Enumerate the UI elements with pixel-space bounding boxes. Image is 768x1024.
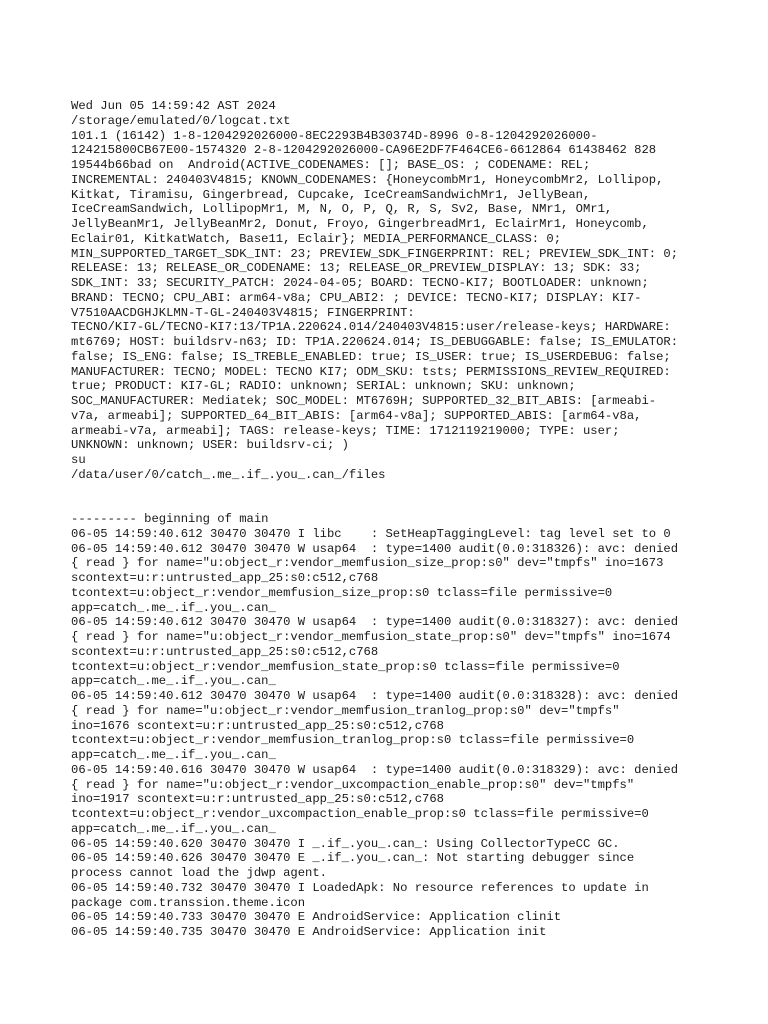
log-line: ino=1917 scontext=u:r:untrusted_app_25:s0:c512,c768: [71, 792, 444, 807]
log-line: 06-05 14:59:40.612 30470 30470 I libc : SetHeapTaggingLevel: tag level set to 0: [71, 526, 671, 541]
log-line: { read } for name="u:object_r:vendor_uxcompaction_enable_prop:s0" dev="tmpfs": [71, 777, 635, 792]
header-line: 19544b66bad on Android(ACTIVE_CODENAMES: []; BASE_OS: ; CODENAME: REL;: [71, 158, 591, 172]
log-line: 06-05 14:59:40.612 30470 30470 W usap64 : type=1400 audit(0.0:318327): avc: denied: [71, 615, 679, 630]
header-line: MANUFACTURER: TECNO; MODEL: TECNO KI7; ODM_SKU: tsts; PERMISSIONS_REVIEW_REQUIRED:: [71, 364, 671, 379]
log-line: 06-05 14:59:40.620 30470 30470 I _.if_.you_.can_: Using CollectorTypeCC GC.: [71, 836, 620, 851]
log-line: 06-05 14:59:40.626 30470 30470 E _.if_.you_.can_: Not starting debugger since: [71, 851, 635, 866]
log-line: tcontext=u:object_r:vendor_memfusion_tranlog_prop:s0 tclass=file permissive=0: [71, 733, 635, 748]
logcat-document: [71, 99, 711, 940]
header-line: 101.1 (16142) 1-8-1204292026000-8EC2293B4B30374D-8996 0-8-1204292026000-: [71, 128, 598, 143]
log-line: tcontext=u:object_r:vendor_memfusion_size_prop:s0 tclass=file permissive=0: [71, 585, 613, 600]
header-line: TECNO/KI7-GL/TECNO-KI7:13/TP1A.220624.014/240403V4815:user/release-keys; HARDWARE:: [71, 320, 671, 335]
header-line: false; IS_ENG: false; IS_TREBLE_ENABLED: true; IS_USER: true; IS_USERDEBUG: false;: [71, 349, 671, 364]
log-entries-block: [71, 512, 711, 940]
header-line: 124215800CB67E00-1574320 2-8-1204292026000-CA96E2DF7F464CE6-6612864 61438462 828: [71, 143, 657, 158]
log-line: --------- beginning of main: [71, 512, 269, 526]
log-line: tcontext=u:object_r:vendor_uxcompaction_enable_prop:s0 tclass=file permissive=0: [71, 807, 649, 821]
header-line: JellyBeanMr1, JellyBeanMr2, Donut, Froyo, GingerbreadMr1, EclairMr1, Honeycomb,: [71, 217, 649, 231]
header-line: /data/user/0/catch_.me_.if_.you_.can_/files: [71, 467, 386, 482]
log-line: { read } for name="u:object_r:vendor_memfusion_tranlog_prop:s0" dev="tmpfs": [71, 703, 620, 718]
header-line: Kitkat, Tiramisu, Gingerbread, Cupcake, IceCreamSandwichMr1, JellyBean,: [71, 187, 591, 202]
header-line: mt6769; HOST: buildsrv-n63; ID: TP1A.220624.014; IS_DEBUGGABLE: false; IS_EMULATOR:: [71, 335, 679, 349]
log-line: scontext=u:r:untrusted_app_25:s0:c512,c768: [71, 571, 379, 585]
device-info-block: [71, 99, 711, 483]
header-line: true; PRODUCT: KI7-GL; RADIO: unknown; SERIAL: unknown; SKU: unknown;: [71, 379, 576, 394]
header-line: IceCreamSandwich, LollipopMr1, M, N, O, P, Q, R, S, Sv2, Base, NMr1, OMr1,: [71, 202, 613, 217]
header-line: su: [71, 453, 86, 467]
log-line: 06-05 14:59:40.612 30470 30470 W usap64 : type=1400 audit(0.0:318328): avc: denied: [71, 689, 679, 703]
header-line: UNKNOWN: unknown; USER: buildsrv-ci; ): [71, 438, 349, 453]
header-line: Wed Jun 05 14:59:42 AST 2024: [71, 99, 276, 113]
log-line: tcontext=u:object_r:vendor_memfusion_state_prop:s0 tclass=file permissive=0: [71, 659, 620, 674]
header-line: SDK_INT: 33; SECURITY_PATCH: 2024-04-05; BOARD: TECNO-KI7; BOOTLOADER: unknown;: [71, 276, 649, 290]
header-line: SOC_MANUFACTURER: Mediatek; SOC_MODEL: MT6769H; SUPPORTED_32_BIT_ABIS: [armeabi-: [71, 394, 657, 408]
log-line: 06-05 14:59:40.733 30470 30470 E AndroidService: Application clinit: [71, 910, 562, 925]
log-line: 06-05 14:59:40.735 30470 30470 E AndroidService: Application init: [71, 925, 547, 939]
log-line: app=catch_.me_.if_.you_.can_: [71, 600, 276, 615]
log-line: 06-05 14:59:40.616 30470 30470 W usap64 : type=1400 audit(0.0:318329): avc: denied: [71, 762, 679, 777]
header-line: RELEASE: 13; RELEASE_OR_CODENAME: 13; RELEASE_OR_PREVIEW_DISPLAY: 13; SDK: 33;: [71, 261, 642, 276]
log-line: package com.transsion.theme.icon: [71, 895, 306, 910]
log-line: 06-05 14:59:40.732 30470 30470 I LoadedApk: No resource references to update in: [71, 880, 649, 895]
log-line: app=catch_.me_.if_.you_.can_: [71, 674, 276, 689]
log-line: { read } for name="u:object_r:vendor_memfusion_state_prop:s0" dev="tmpfs" ino=1674: [71, 630, 671, 644]
header-line: MIN_SUPPORTED_TARGET_SDK_INT: 23; PREVIEW_SDK_FINGERPRINT: REL; PREVIEW_SDK_INT: 0;: [71, 246, 679, 261]
header-line: v7a, armeabi]; SUPPORTED_64_BIT_ABIS: [arm64-v8a]; SUPPORTED_ABIS: [arm64-v8a,: [71, 408, 642, 423]
header-line: BRAND: TECNO; CPU_ABI: arm64-v8a; CPU_ABI2: ; DEVICE: TECNO-KI7; DISPLAY: KI7-: [71, 290, 642, 305]
header-line: INCREMENTAL: 240403V4815; KNOWN_CODENAMES: {HoneycombMr1, HoneycombMr2, Lollipop,: [71, 172, 664, 187]
log-line: ino=1676 scontext=u:r:untrusted_app_25:s0:c512,c768: [71, 718, 444, 733]
header-line: armeabi-v7a, armeabi]; TAGS: release-keys; TIME: 1712119219000; TYPE: user;: [71, 423, 620, 438]
log-line: process cannot load the jdwp agent.: [71, 866, 327, 880]
log-line: app=catch_.me_.if_.you_.can_: [71, 748, 276, 762]
header-line: Eclair01, KitkatWatch, Base11, Eclair}; MEDIA_PERFORMANCE_CLASS: 0;: [71, 231, 562, 246]
header-line: V7510AACDGHJKLMN-T-GL-240403V4815; FINGERPRINT:: [71, 305, 415, 320]
log-line: { read } for name="u:object_r:vendor_memfusion_size_prop:s0" dev="tmpfs" ino=1673: [71, 556, 664, 571]
header-line: /storage/emulated/0/logcat.txt: [71, 113, 291, 128]
section-gap: [71, 483, 711, 513]
log-line: 06-05 14:59:40.612 30470 30470 W usap64 : type=1400 audit(0.0:318326): avc: denied: [71, 541, 679, 556]
log-line: app=catch_.me_.if_.you_.can_: [71, 821, 276, 836]
log-line: scontext=u:r:untrusted_app_25:s0:c512,c768: [71, 644, 379, 659]
